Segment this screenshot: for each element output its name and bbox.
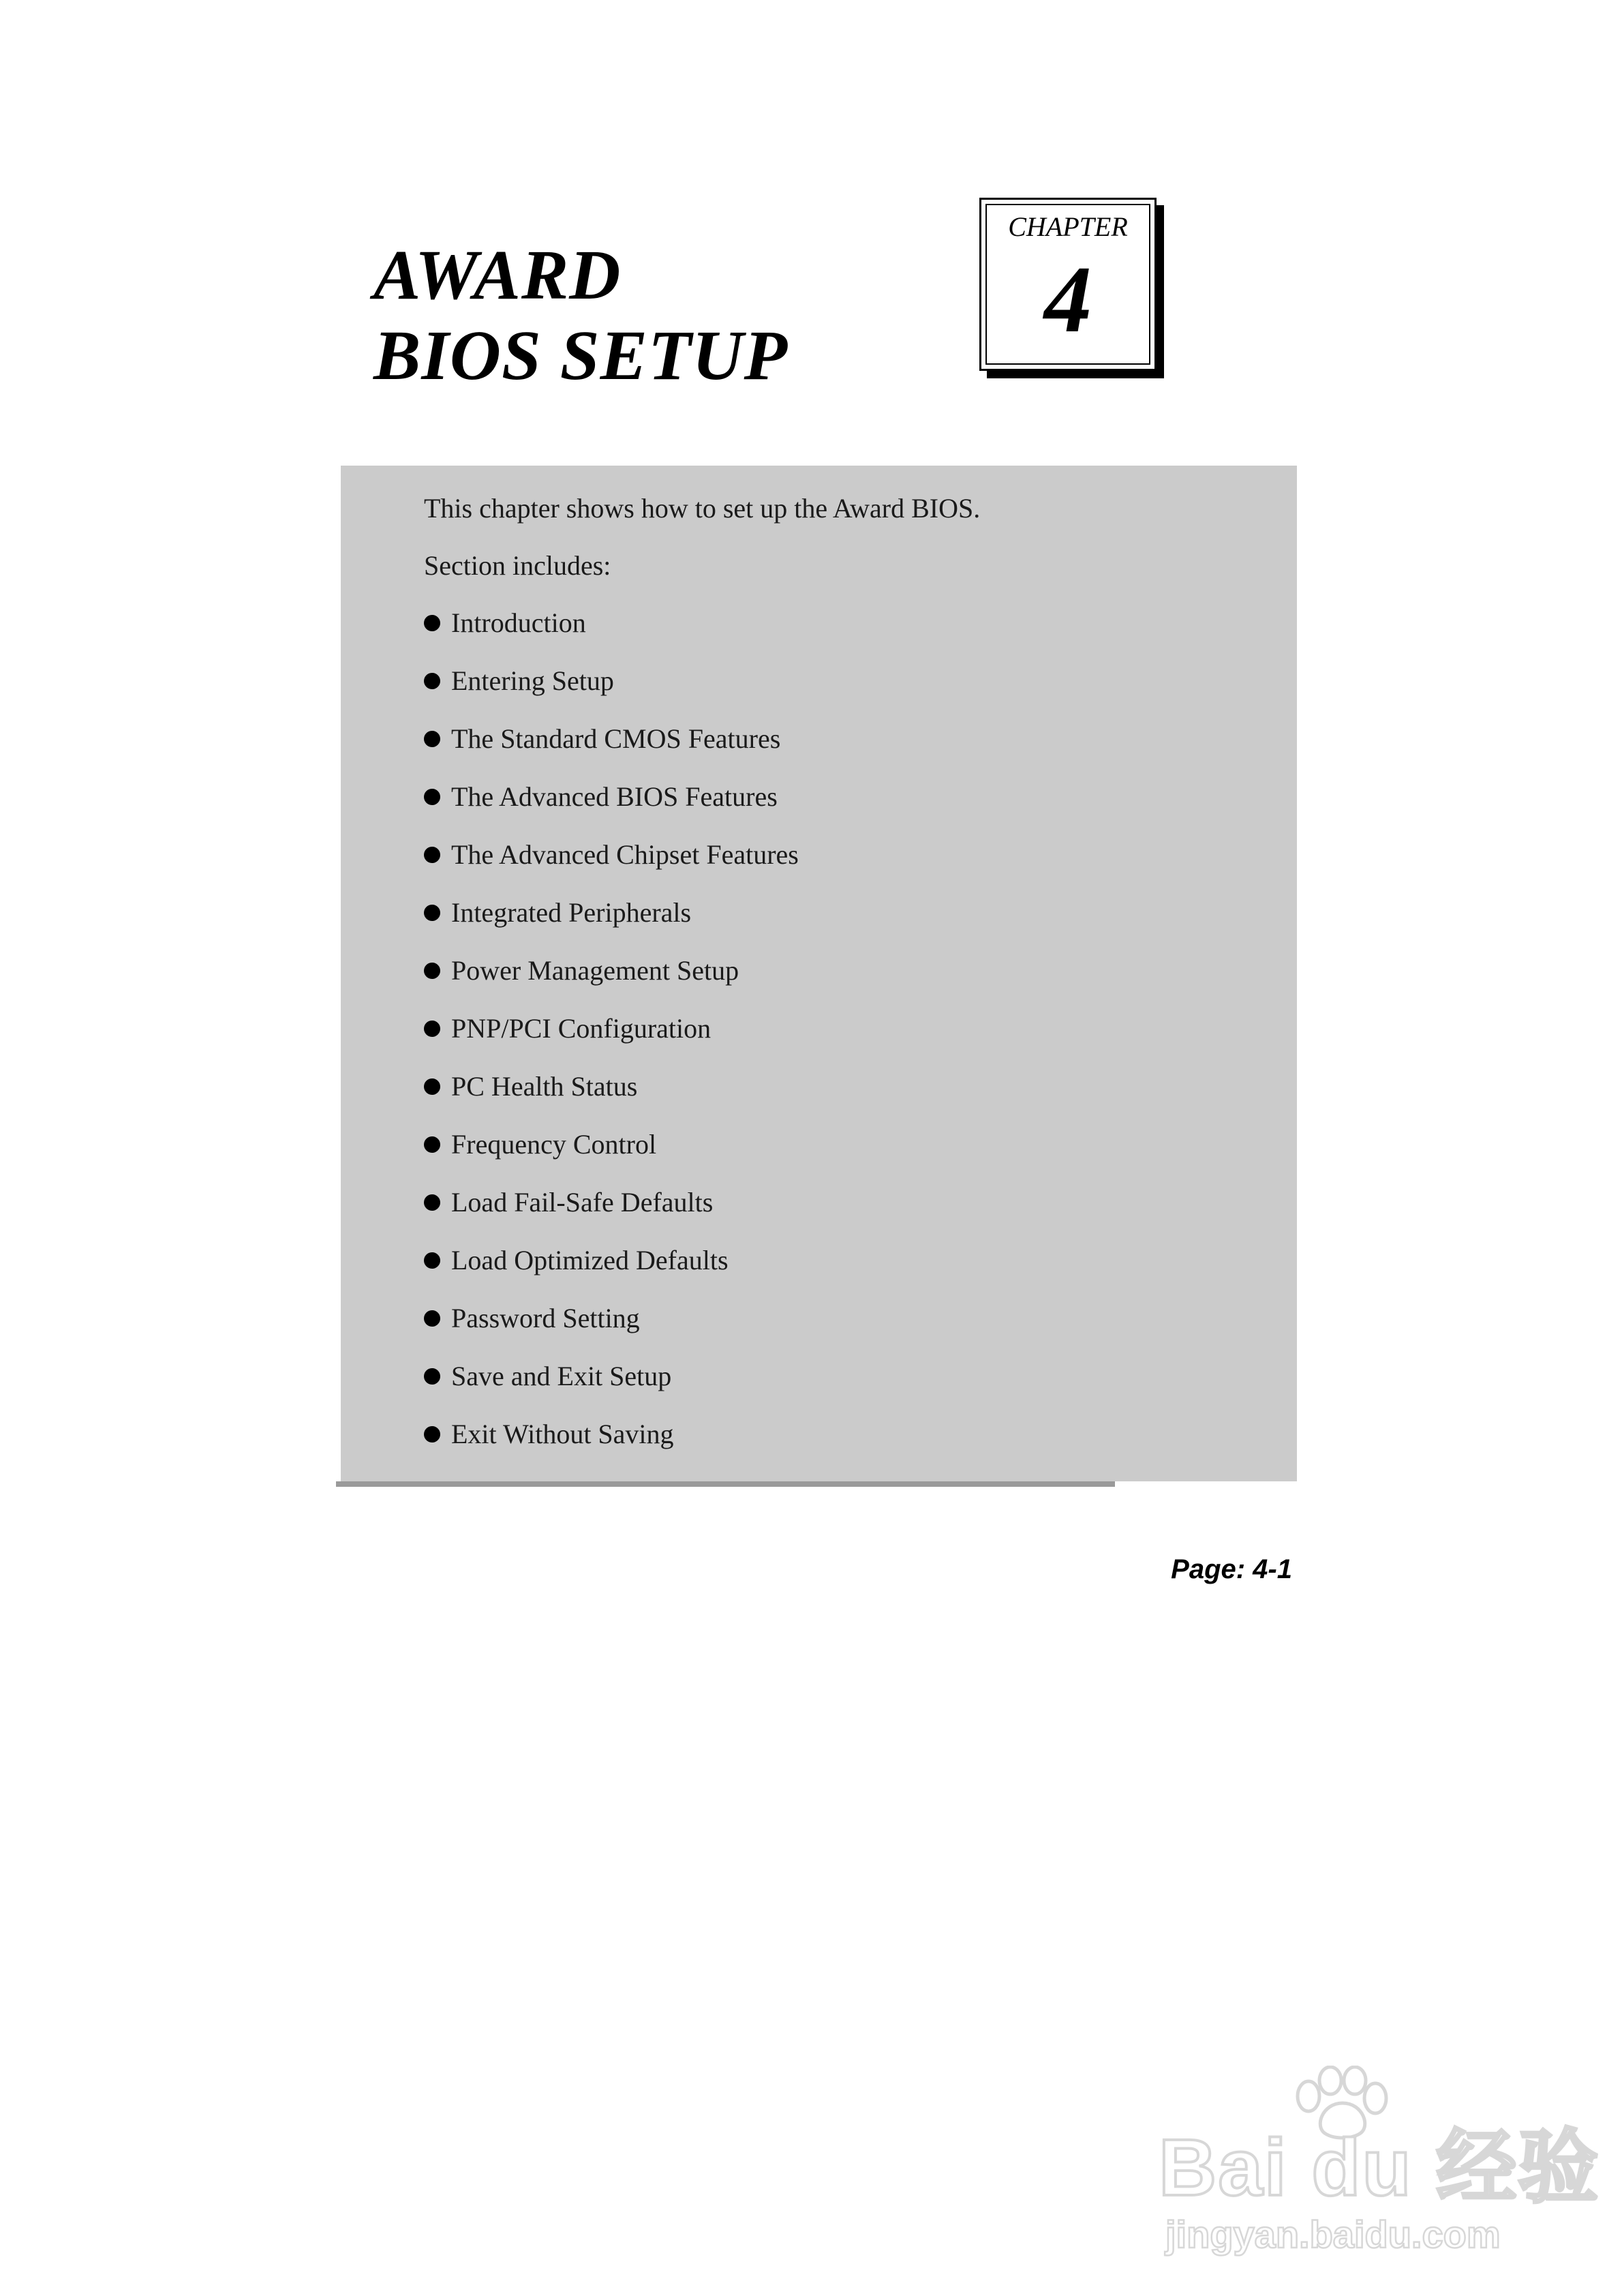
section-item-integrated-peripherals [424,896,799,954]
bullet-icon [424,731,440,747]
section-item-label: Power Management Setup [451,955,739,986]
bullet-icon [424,847,440,863]
bullet-icon [424,963,440,979]
section-heading: Section includes: [424,550,611,581]
section-item-frequency-control [424,1128,799,1186]
section-item-label: The Standard CMOS Features [451,723,781,754]
section-item-save-exit [424,1360,799,1418]
watermark-brand: Bai du 经验 [1159,2123,1600,2213]
section-item-label: Password Setting [451,1303,640,1333]
chapter-label: CHAPTER [1008,211,1128,242]
section-item-label: Introduction [451,607,586,638]
section-item-advanced-bios [424,781,799,839]
section-item-entering-setup [424,665,799,723]
section-item-power-management [424,954,799,1012]
bullet-icon [424,1310,440,1327]
section-item-label: The Advanced BIOS Features [451,781,778,812]
section-item-exit-without-saving [424,1418,799,1476]
section-item-label: Load Fail-Safe Defaults [451,1187,714,1218]
chapter-number: 4 [1044,247,1092,352]
chapter-title-line-1: AWARD [373,236,622,314]
section-item-pc-health [424,1070,799,1128]
section-item-label: Exit Without Saving [451,1419,674,1449]
baidu-watermark [1159,2066,1600,2256]
chapter-number-box [979,198,1157,371]
section-item-label: Integrated Peripherals [451,897,692,928]
section-item-label: PNP/PCI Configuration [451,1013,711,1044]
section-item-fail-safe-defaults [424,1186,799,1244]
section-list [424,607,799,1476]
bullet-icon [424,1136,440,1153]
chapter-description: This chapter shows how to set up the Award BIOS. [424,493,981,524]
section-item-standard-cmos [424,723,799,781]
bullet-icon [424,789,440,805]
page-number: Page: 4-1 [1171,1554,1292,1584]
bullet-icon [424,1078,440,1095]
bullet-icon [424,673,440,689]
section-item-label: The Advanced Chipset Features [451,839,799,870]
bullet-icon [424,1426,440,1442]
section-item-password-setting [424,1302,799,1360]
chapter-title [373,235,788,396]
section-item-pnp-pci [424,1012,799,1070]
bullet-icon [424,615,440,631]
section-item-label: Save and Exit Setup [451,1361,672,1391]
bullet-icon [424,1368,440,1385]
bullet-icon [424,1021,440,1037]
bullet-icon [424,1194,440,1211]
section-item-optimized-defaults [424,1244,799,1302]
section-item-label: Load Optimized Defaults [451,1245,729,1275]
bullet-icon [424,905,440,921]
section-item-label: PC Health Status [451,1071,638,1102]
section-item-introduction [424,607,799,665]
section-item-label: Entering Setup [451,665,614,696]
chapter-title-line-2: BIOS SETUP [373,316,789,395]
panel-underline-divider [336,1481,1115,1487]
section-item-advanced-chipset [424,839,799,896]
bullet-icon [424,1252,440,1269]
watermark-url: jingyan.baidu.com [1165,2213,1501,2256]
section-item-label: Frequency Control [451,1129,657,1160]
